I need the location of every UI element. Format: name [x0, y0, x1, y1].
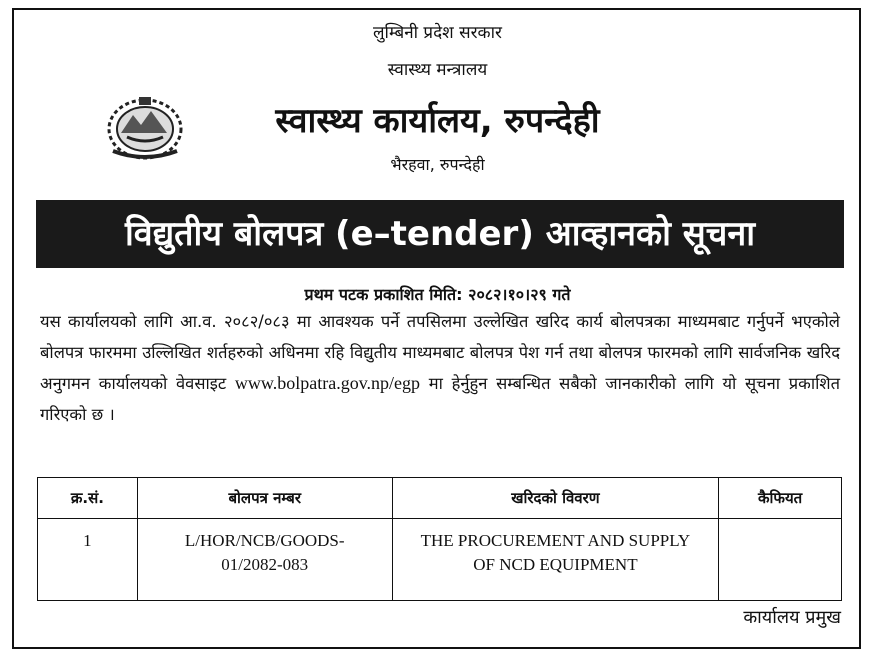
table-header-row — [38, 478, 842, 519]
government-name: लुम्बिनी प्रदेश सरकार — [373, 23, 502, 43]
bolpatra-link[interactable]: www.bolpatra.gov.np/egp — [234, 373, 421, 393]
tender-table — [37, 477, 842, 601]
notice-title-banner: विद्युतीय बोलपत्र (e–tender) आव्हानको सूचना — [36, 200, 844, 268]
col-header-description: खरिदको विवरण — [392, 478, 719, 519]
cell-remarks — [719, 519, 842, 601]
col-header-sn: क्र.सं. — [38, 478, 138, 519]
paragraph-text-1: यस कार्यालयको लागि आ.व. २०८२/०८३ मा आवश्यक पर्ने तपसिलमा उल्लेखित खरिद कार्य बोलपत्रका माध्यमबाट गर्नुपर्ने भएकोले बोलपत्र फारममा उल्लिखित शर्तहरुको अधिनमा रहि विद्युतीय माध्यमबाट बोलपत्र पेश गर्न तथा बोलपत्र फारमको लागि सार्वजनिक खरिद अनुगमन कार्यालयको वेवसाइट — [40, 312, 840, 393]
paragraph-text-2: मा हेर्नुहुन सम्बन्धित सबैको जानकारीको लागि यो सूचना प्रकाशित गरिएको छ । — [40, 374, 841, 424]
office-name: स्वास्थ्य कार्यालय, रुपन्देही — [275, 101, 600, 141]
cell-sn: 1 — [38, 519, 138, 601]
col-header-tender-number: बोलपत्र नम्बर — [137, 478, 392, 519]
office-address: भैरहवा, रुपन्देही — [390, 155, 485, 174]
cell-tender-number: L/HOR/NCB/GOODS-01/2082-083 — [137, 519, 392, 601]
table-row — [38, 519, 842, 601]
published-date: प्रथम पटक प्रकाशित मिति: २०८२।१०।२९ गते — [304, 285, 571, 304]
ministry-name: स्वास्थ्य मन्त्रालय — [387, 60, 488, 80]
signature-label: कार्यालय प्रमुख — [743, 607, 841, 628]
col-header-remarks: कैफियत — [719, 478, 842, 519]
cell-description: THE PROCUREMENT AND SUPPLY OF NCD EQUIPMENT — [392, 519, 719, 601]
notice-paragraph — [40, 307, 840, 430]
